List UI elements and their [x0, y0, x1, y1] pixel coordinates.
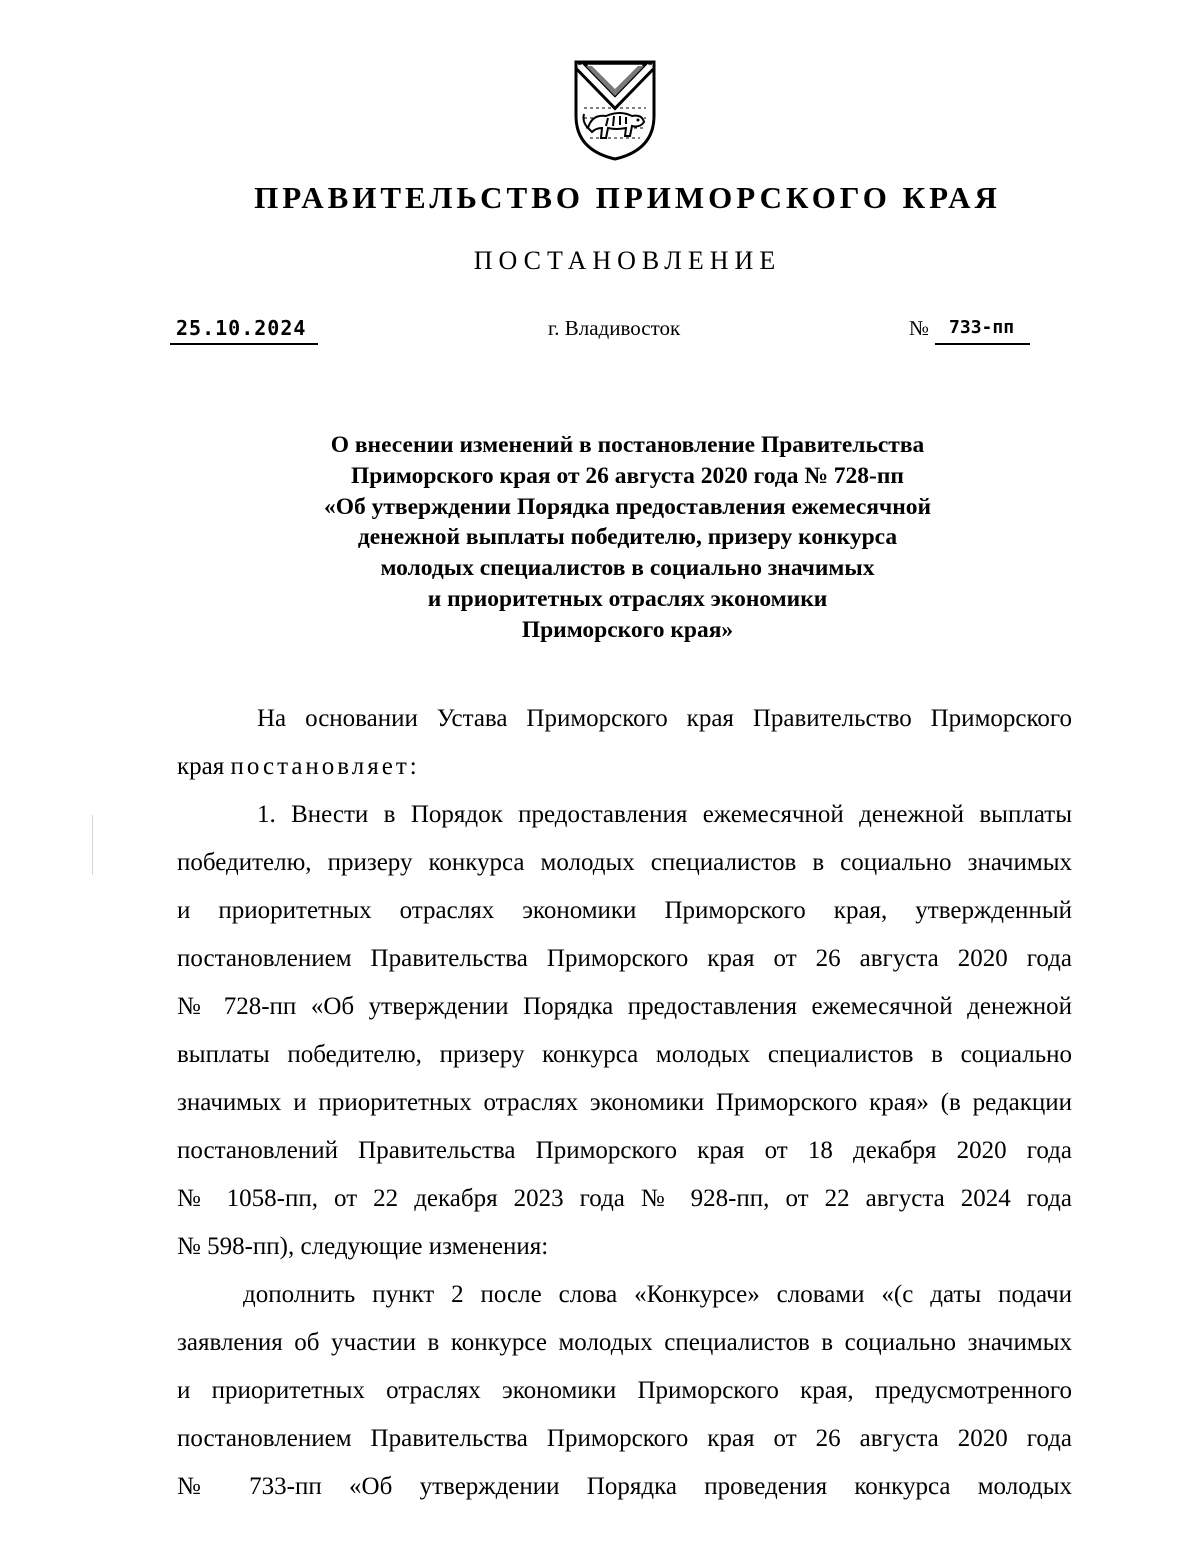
- item-line: 1. Внести в Порядок предоставления ежемесячной денежной выплаты: [257, 801, 1072, 828]
- heading-line: Приморского края от 26 августа 2020 года № 728-пп: [351, 462, 904, 489]
- amendment-line: № 733-пп «Об утверждении Порядка проведения конкурса молодых: [177, 1473, 1072, 1500]
- primorsky-krai-coat-of-arms-icon: [570, 58, 660, 162]
- amendment-line: постановлением Правительства Приморского края от 26 августа 2020 года: [177, 1425, 1072, 1452]
- item-line: победителю, призеру конкурса молодых специалистов в социально значимых: [177, 849, 1072, 876]
- preamble-line: [177, 743, 1072, 791]
- heading-line: Приморского края»: [521, 616, 734, 643]
- government-name: ПРАВИТЕЛЬСТВО ПРИМОРСКОГО КРАЯ: [254, 180, 1001, 215]
- item-line: значимых и приоритетных отраслях экономики Приморского края» (в редакции: [177, 1089, 1072, 1116]
- document-meta-row: [0, 313, 1200, 353]
- amendment-line: дополнить пункт 2 после слова «Конкурсе» словами «(с даты подачи: [243, 1281, 1072, 1308]
- preamble-line: На основании Устава Приморского края Правительство Приморского: [257, 705, 1072, 732]
- number-sign: №: [909, 316, 930, 340]
- amendment-line: и приоритетных отраслях экономики Приморского края, предусмотренного: [177, 1377, 1072, 1404]
- resolves-word: постановляет:: [230, 753, 420, 780]
- amendment-line: заявления об участии в конкурсе молодых специалистов в социально значимых: [177, 1329, 1072, 1356]
- item-line: № 728-пп «Об утверждении Порядка предоставления ежемесячной денежной: [177, 993, 1072, 1020]
- heading-line: О внесении изменений в постановление Правительства: [330, 432, 925, 458]
- item-line: и приоритетных отраслях экономики Приморского края, утвержденный: [177, 897, 1072, 924]
- heading-line: денежной выплаты победителю, призеру конкурса: [357, 524, 898, 551]
- document-body: [177, 695, 1072, 1511]
- item-line: постановлений Правительства Приморского края от 18 декабря 2020 года: [177, 1137, 1072, 1164]
- scan-margin-mark: [92, 815, 93, 875]
- heading-line: молодых специалистов в социально значимых: [380, 555, 875, 582]
- item-line: выплаты победителю, призеру конкурса молодых специалистов в социально: [177, 1041, 1072, 1068]
- document-number-block: [909, 313, 1030, 345]
- heading-line: и приоритетных отраслях экономики: [427, 585, 828, 612]
- document-city: г. Владивосток: [548, 316, 681, 340]
- heading-line: «Об утверждении Порядка предоставления ежемесячной: [323, 493, 932, 520]
- document-heading: [200, 430, 1055, 646]
- item-line: постановлением Правительства Приморского края от 26 августа 2020 года: [177, 945, 1072, 972]
- item-line: № 598-пп), следующие изменения:: [177, 1233, 549, 1260]
- item-line: № 1058-пп, от 22 декабря 2023 года № 928-пп, от 22 августа 2024 года: [177, 1185, 1072, 1212]
- document-date: 25.10.2024: [170, 313, 318, 345]
- document-number: 733-пп: [935, 313, 1030, 345]
- document-type: ПОСТАНОВЛЕНИЕ: [473, 246, 782, 275]
- preamble-prefix: края: [177, 753, 225, 780]
